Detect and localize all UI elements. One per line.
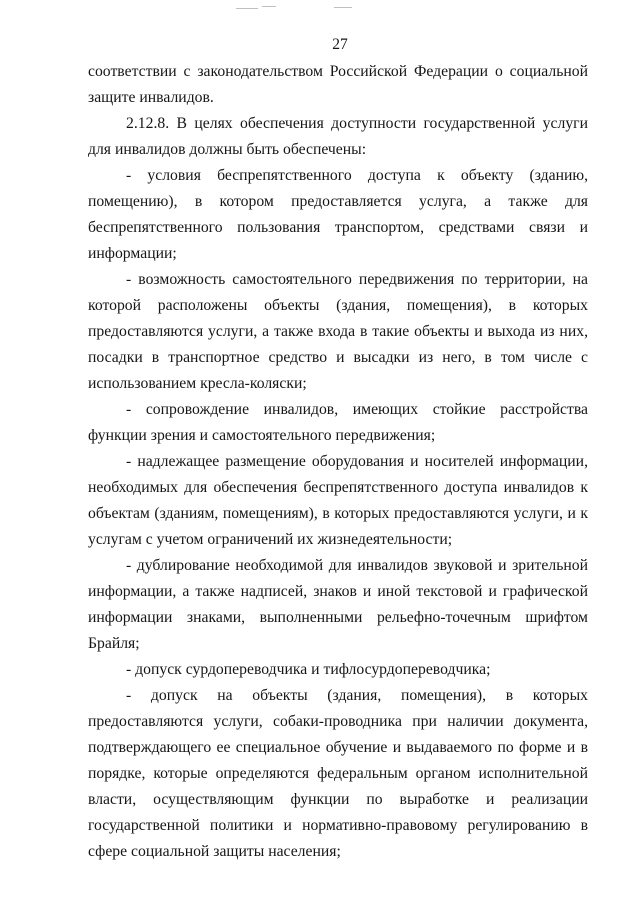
paragraph-continuation: соответствии с законодательством Российской Федерации о социальной защите инвалидов. xyxy=(88,63,588,106)
paragraph-list-item: - возможность самостоятельного передвижения по территории, на которой расположены объекты (здания, помещения), в которых предоставляются услуги, а также входа в такие объекты и выхода из них, посадки в транспортное средство и высадки из него, в том числе с использованием кресла-коляски; xyxy=(88,271,588,392)
paragraph-list-item: - дублирование необходимой для инвалидов звуковой и зрительной информации, а также надписей, знаков и иной текстовой и графической информации знаками, выполненными рельефно-точечным шрифтом Брайля; xyxy=(88,557,588,652)
paragraph-list-item: - сопровождение инвалидов, имеющих стойкие расстройства функции зрения и самостоятельного передвижения; xyxy=(88,401,588,444)
scan-artifact xyxy=(334,7,352,8)
scan-artifact xyxy=(236,8,258,9)
page-number: 27 xyxy=(332,36,348,53)
paragraph-list-item: - допуск на объекты (здания, помещения), в которых предоставляются услуги, собаки-проводника при наличии документа, подтверждающего ее специальное обучение и выдаваемого по форме и в порядке, которые определяются федеральным органом исполнительной власти, осуществляющим функции по выработке и реализации государственной политики и нормативно-правовому регулированию в сфере социальной защиты населения; xyxy=(88,687,588,860)
paragraph-list-item: - условия беспрепятственного доступа к объекту (зданию, помещению), в котором предоставляется услуга, а также для беспрепятственного пользования транспортом, средствами связи и информации; xyxy=(88,167,588,262)
scan-artifact xyxy=(262,6,276,7)
document-body xyxy=(88,59,588,865)
paragraph-list-item: - допуск сурдопереводчика и тифлосурдопереводчика; xyxy=(126,661,491,678)
paragraph-section-2-12-8: 2.12.8. В целях обеспечения доступности государственной услуги для инвалидов должны быть обеспечены: xyxy=(88,115,588,158)
paragraph-list-item: - надлежащее размещение оборудования и носителей информации, необходимых для обеспечения беспрепятственного доступа инвалидов к объектам (зданиям, помещениям), в которых предоставляются услуги, и к услугам с учетом ограничений их жизнедеятельности; xyxy=(88,453,588,548)
